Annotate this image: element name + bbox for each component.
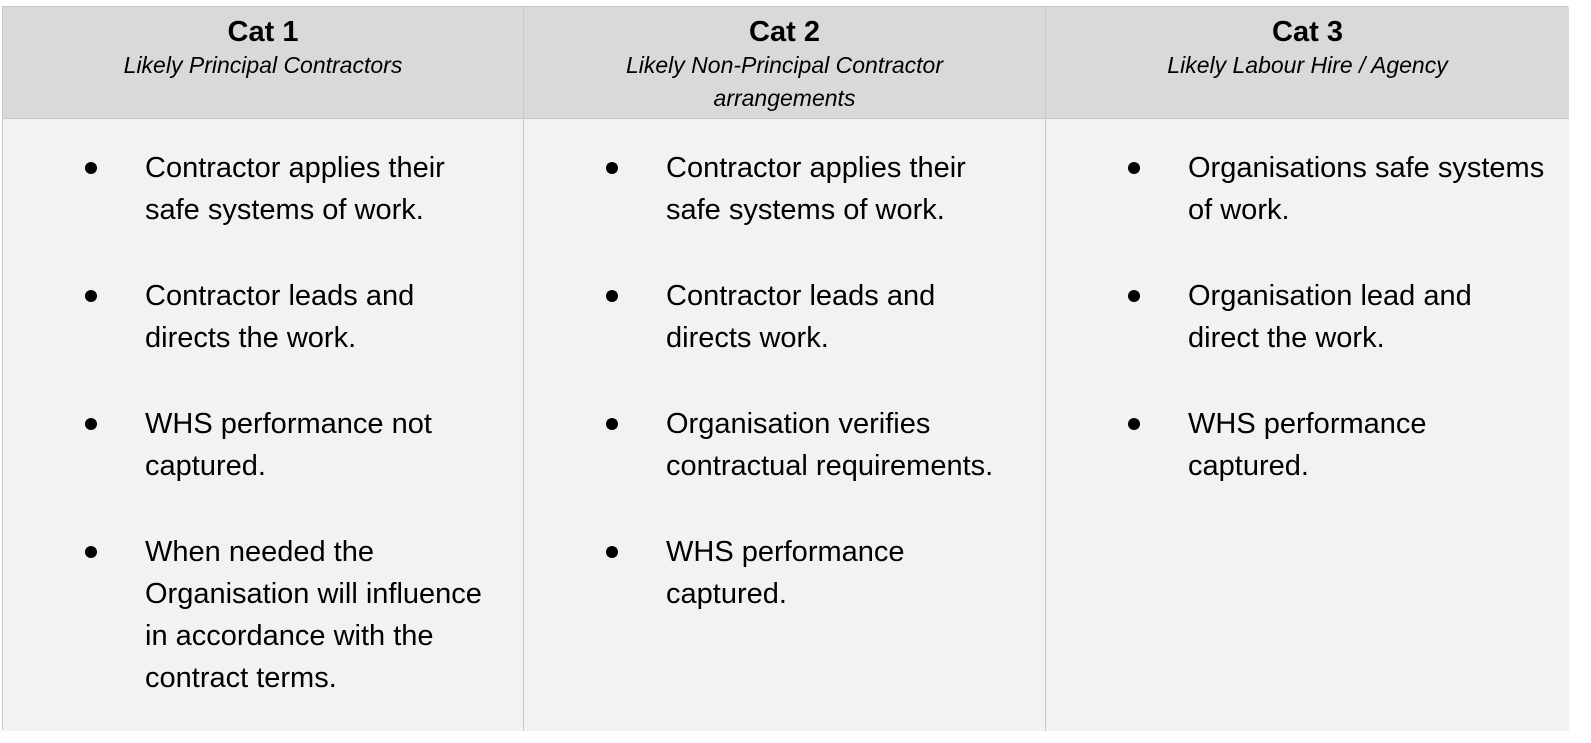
list-item <box>3 147 523 231</box>
list-item <box>1046 147 1569 231</box>
list-item <box>1046 403 1569 487</box>
bullet-icon <box>606 418 618 430</box>
bullet-list <box>1046 147 1569 531</box>
list-item <box>524 531 1045 615</box>
bullet-icon <box>1128 290 1140 302</box>
bullet-icon <box>606 290 618 302</box>
list-item-text: Contractor applies their safe systems of work. <box>666 152 966 226</box>
column-body-cat-3 <box>1046 119 1569 731</box>
bullet-icon <box>606 162 618 174</box>
bullet-icon <box>1128 162 1140 174</box>
column-title: Cat 2 <box>749 16 820 48</box>
list-item-text: Organisation verifies contractual requirements. <box>666 408 994 482</box>
list-item-text: WHS performance captured. <box>666 536 905 610</box>
list-item-text: WHS performance captured. <box>1188 408 1427 482</box>
bullet-list <box>524 147 1045 659</box>
bullet-icon <box>85 418 97 430</box>
list-item-text: Contractor leads and directs the work. <box>145 280 415 354</box>
column-header-cat-2 <box>524 7 1046 119</box>
list-item <box>3 531 523 699</box>
column-body-cat-2 <box>524 119 1046 731</box>
column-subtitle: Likely Labour Hire / Agency <box>1167 52 1448 78</box>
list-item <box>3 275 523 359</box>
list-item <box>524 147 1045 231</box>
list-item <box>524 275 1045 359</box>
bullet-icon <box>85 546 97 558</box>
column-header-cat-3 <box>1046 7 1569 119</box>
list-item-text: When needed the Organisation will influence in accordance with the contract terms. <box>145 536 482 694</box>
column-header-cat-1 <box>3 7 524 119</box>
bullet-list <box>3 147 523 743</box>
list-item-text: Contractor applies their safe systems of work. <box>145 152 445 226</box>
list-item <box>524 403 1045 487</box>
column-subtitle: Likely Non-Principal Contractor arrangements <box>625 52 943 111</box>
list-item-text: Organisations safe systems of work. <box>1188 152 1545 226</box>
column-body-cat-1 <box>3 119 524 731</box>
list-item-text: WHS performance not captured. <box>145 408 432 482</box>
list-item <box>1046 275 1569 359</box>
bullet-icon <box>85 162 97 174</box>
column-subtitle: Likely Principal Contractors <box>123 52 403 78</box>
bullet-icon <box>1128 418 1140 430</box>
bullet-icon <box>85 290 97 302</box>
list-item-text: Organisation lead and direct the work. <box>1188 280 1472 354</box>
list-item-text: Contractor leads and directs work. <box>666 280 936 354</box>
list-item <box>3 403 523 487</box>
column-title: Cat 1 <box>227 16 299 48</box>
column-title: Cat 3 <box>1272 16 1343 48</box>
bullet-icon <box>606 546 618 558</box>
category-table <box>2 6 1568 730</box>
